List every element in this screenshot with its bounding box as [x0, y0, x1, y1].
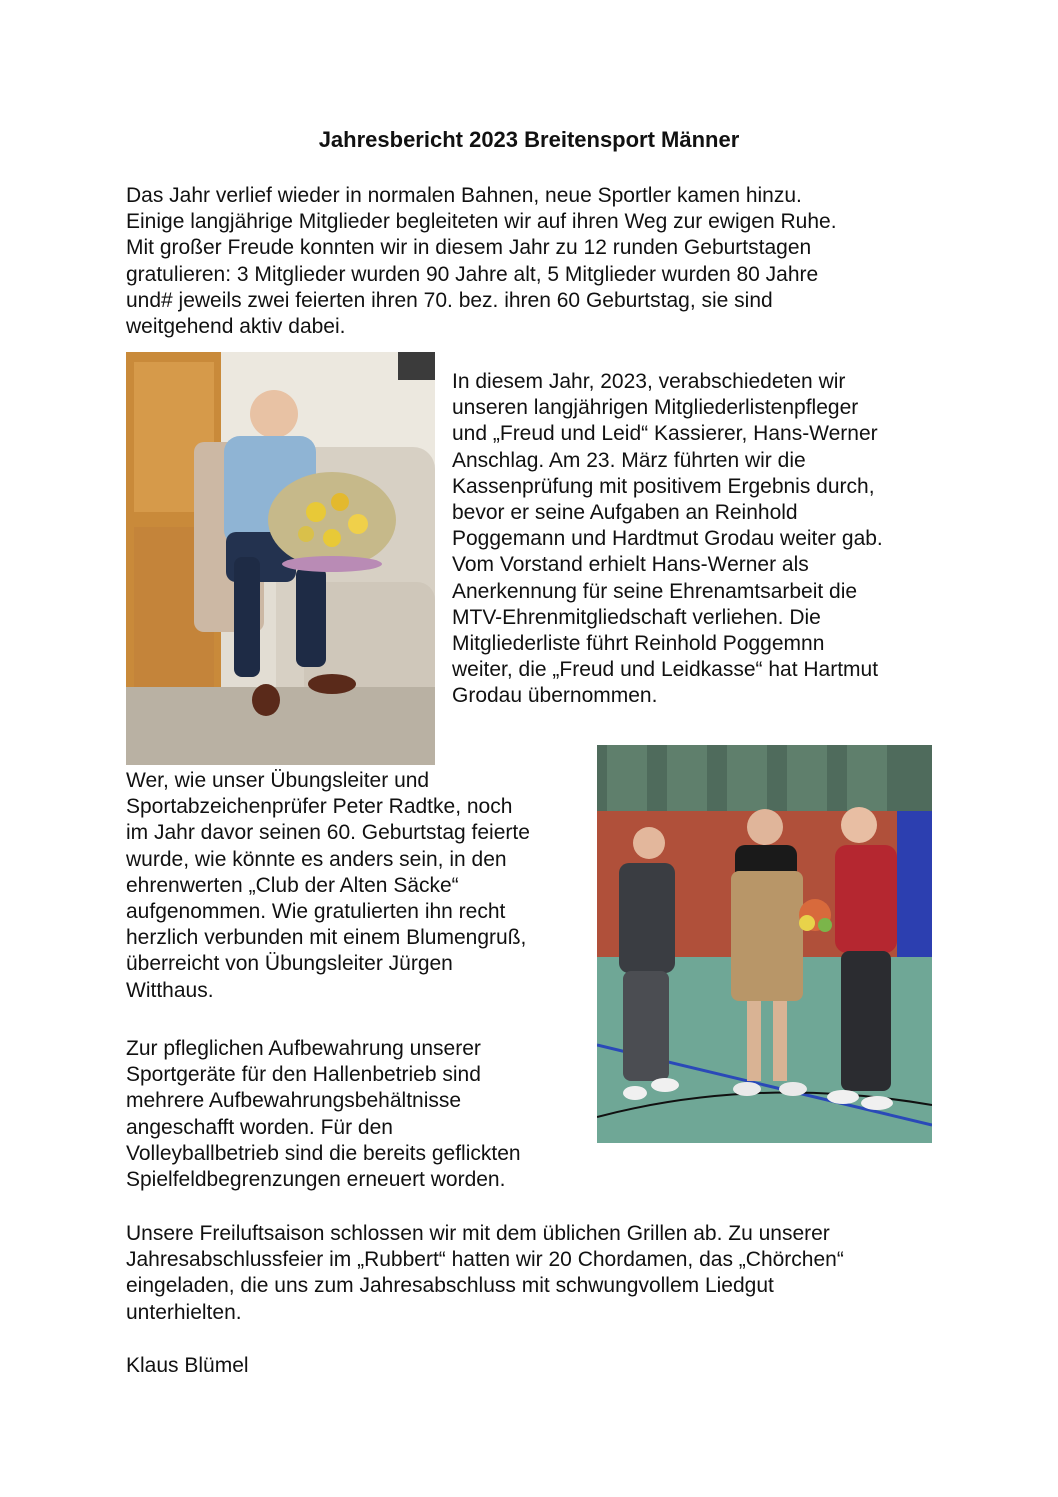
- text-line: herzlich verbunden mit einem Blumengruß,: [126, 926, 527, 950]
- text-line: Volleyballbetrieb sind die bereits geflickten: [126, 1141, 521, 1165]
- text-line: Spielfeldbegrenzungen erneuert worden.: [126, 1168, 506, 1192]
- text-line: aufgenommen. Wie gratulierten ihn recht: [126, 900, 506, 924]
- text-line: Vom Vorstand erhielt Hans-Werner als: [452, 553, 809, 577]
- text-line: Sportabzeichenprüfer Peter Radtke, noch: [126, 795, 513, 819]
- text-line: und „Freud und Leid“ Kassierer, Hans-Werner: [452, 422, 878, 446]
- text-line: Anerkennung für seine Ehrenamtsarbeit die: [452, 579, 858, 603]
- paragraph-equipment: [126, 1036, 521, 1193]
- text-line: weitgehend aktiv dabei.: [126, 315, 346, 339]
- text-line: Zur pfleglichen Aufbewahrung unserer: [126, 1037, 481, 1060]
- text-line: wurde, wie könnte es anders sein, in den: [126, 847, 507, 871]
- photo-sports-hall-presentation: [597, 745, 932, 1143]
- text-line: überreicht von Übungsleiter Jürgen: [126, 952, 453, 976]
- text-line: Jahresabschlussfeier im „Rubbert“ hatten wir 20 Chordamen, das „Chörchen“: [126, 1248, 844, 1272]
- text-line: unseren langjährigen Mitgliederlistenpfleger: [452, 396, 859, 420]
- text-line: Poggemann und Hardtmut Grodau weiter gab.: [452, 527, 883, 551]
- text-line: bevor er seine Aufgaben an Reinhold: [452, 501, 798, 525]
- paragraph-season: [126, 1221, 844, 1326]
- text-line: In diesem Jahr, 2023, verabschiedeten wir: [452, 370, 846, 393]
- text-line: Anschlag. Am 23. März führten wir die: [452, 448, 806, 472]
- paragraph-intro: [126, 183, 837, 340]
- page-title: Jahresbericht 2023 Breitensport Männer: [318, 127, 740, 152]
- text-line: im Jahr davor seinen 60. Geburtstag feierte: [126, 821, 530, 845]
- text-line: Grodau übernommen.: [452, 684, 658, 708]
- photo-member-with-gift-basket: [126, 352, 435, 765]
- text-line: Witthaus.: [126, 978, 214, 1002]
- text-line: Mitgliederliste führt Reinhold Poggemnn: [452, 632, 825, 656]
- paragraph-club: [126, 768, 530, 1004]
- signature: Klaus Blümel: [126, 1354, 249, 1377]
- text-line: und# jeweils zwei feierten ihren 70. bez. ihren 60 Geburtstag, sie sind: [126, 288, 773, 312]
- text-line: Mit großer Freude konnten wir in diesem Jahr zu 12 runden Geburtstagen: [126, 236, 812, 260]
- text-line: MTV-Ehrenmitgliedschaft verliehen. Die: [452, 605, 821, 629]
- text-line: eingeladen, die uns zum Jahresabschluss mit schwungvollem Liedgut: [126, 1274, 774, 1298]
- paragraph-farewell: [452, 369, 883, 710]
- text-line: Sportgeräte für den Hallenbetrieb sind: [126, 1063, 481, 1087]
- text-line: unterhielten.: [126, 1300, 242, 1324]
- text-line: ehrenwerten „Club der Alten Säcke“: [126, 873, 459, 897]
- text-line: angeschafft worden. Für den: [126, 1115, 393, 1139]
- text-line: gratulieren: 3 Mitglieder wurden 90 Jahre alt, 5 Mitglieder wurden 80 Jahre: [126, 262, 819, 286]
- text-line: weiter, die „Freud und Leidkasse“ hat Hartmut: [452, 658, 879, 682]
- text-line: Das Jahr verlief wieder in normalen Bahnen, neue Sportler kamen hinzu.: [126, 184, 802, 207]
- text-line: mehrere Aufbewahrungsbehältnisse: [126, 1089, 462, 1113]
- text-line: Unsere Freiluftsaison schlossen wir mit dem üblichen Grillen ab. Zu unserer: [126, 1222, 830, 1245]
- text-line: Einige langjährige Mitglieder begleiteten wir auf ihren Weg zur ewigen Ruhe.: [126, 210, 837, 234]
- text-line: Wer, wie unser Übungsleiter und: [126, 769, 430, 792]
- text-line: Kassenprüfung mit positivem Ergebnis durch,: [452, 474, 875, 498]
